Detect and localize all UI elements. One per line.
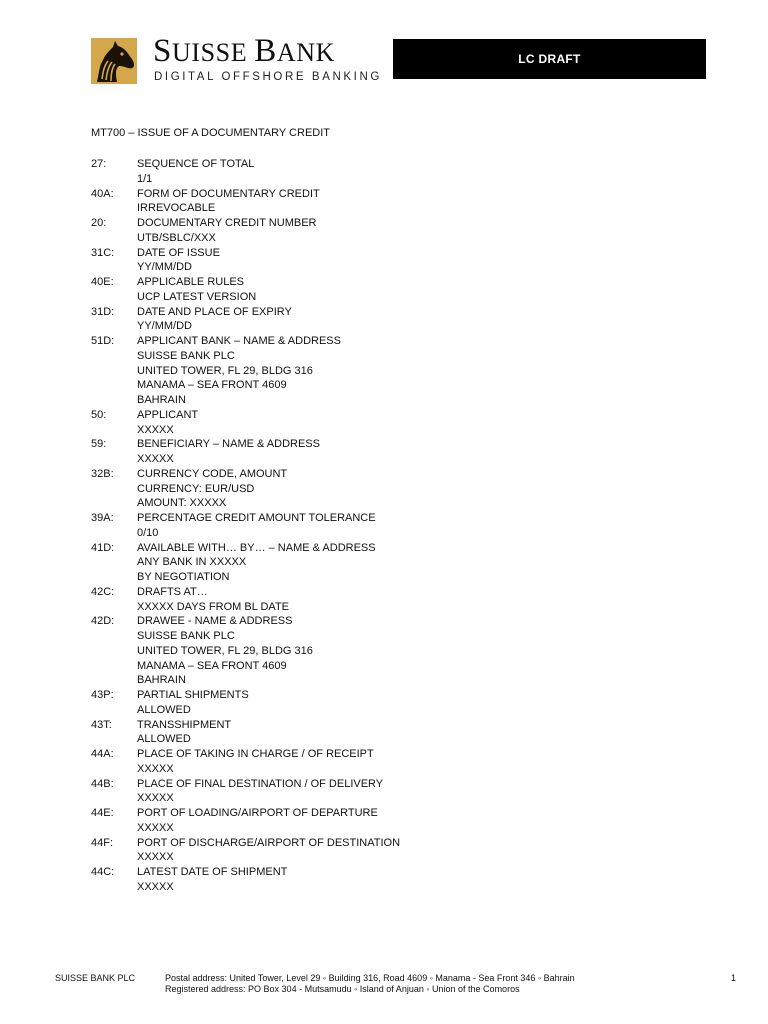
field-row bbox=[91, 511, 491, 541]
field-label: APPLICANT BANK – NAME & ADDRESS bbox=[137, 335, 341, 347]
brand-word-uisse: UISSE bbox=[171, 38, 255, 67]
field-value: BAHRAIN bbox=[137, 674, 186, 687]
field-tag: 42C: bbox=[91, 585, 115, 598]
field-tag: 32B: bbox=[91, 467, 114, 480]
field-value: AMOUNT: XXXXX bbox=[137, 497, 227, 510]
field-row bbox=[91, 777, 491, 807]
field-value: IRREVOCABLE bbox=[137, 202, 216, 215]
field-value: 0/10 bbox=[137, 526, 159, 539]
field-lines bbox=[137, 541, 491, 585]
field-list bbox=[91, 157, 491, 895]
field-tag: 51D: bbox=[91, 335, 115, 347]
field-row bbox=[91, 585, 491, 615]
field-row bbox=[91, 437, 491, 467]
field-row bbox=[91, 246, 491, 276]
field-value: XXXXX bbox=[137, 821, 174, 834]
field-label: DRAFTS AT… bbox=[137, 585, 208, 598]
field-value: 1/1 bbox=[137, 172, 153, 185]
field-label: FORM OF DOCUMENTARY CREDIT bbox=[137, 187, 320, 200]
field-value: XXXXX bbox=[137, 851, 174, 864]
field-lines bbox=[137, 437, 491, 467]
field-row bbox=[91, 408, 491, 438]
field-tag: 44F: bbox=[91, 836, 114, 849]
field-tag: 44E: bbox=[91, 807, 114, 819]
field-tag: 42D: bbox=[91, 615, 115, 628]
field-value: XXXXX bbox=[137, 762, 174, 775]
field-row bbox=[91, 718, 491, 748]
field-value: SUISSE BANK PLC bbox=[137, 349, 235, 362]
field-lines bbox=[137, 246, 491, 276]
field-label: TRANSSHIPMENT bbox=[137, 718, 232, 731]
field-row bbox=[91, 157, 491, 187]
footer-company: SUISSE BANK PLC bbox=[55, 973, 136, 983]
field-row bbox=[91, 747, 491, 777]
field-label: DRAWEE - NAME & ADDRESS bbox=[137, 615, 293, 628]
field-row bbox=[91, 187, 491, 217]
field-tag: 41D: bbox=[91, 541, 115, 554]
footer-registered-address: Registered address: PO Box 304 - Mutsamudu ◦ Island of Anjuan ◦ Union of the Comoros bbox=[165, 984, 520, 994]
field-value: MANAMA – SEA FRONT 4609 bbox=[137, 379, 287, 392]
field-lines bbox=[137, 275, 491, 305]
field-lines bbox=[137, 836, 491, 866]
field-label: APPLICANT bbox=[137, 408, 199, 421]
field-value: ALLOWED bbox=[137, 703, 191, 716]
field-lines bbox=[137, 777, 491, 807]
field-lines bbox=[137, 806, 491, 836]
field-label: PORT OF LOADING/AIRPORT OF DEPARTURE bbox=[137, 807, 378, 819]
field-lines bbox=[137, 747, 491, 777]
document-title: LC DRAFT bbox=[518, 52, 581, 66]
field-tag: 44B: bbox=[91, 777, 114, 790]
field-lines bbox=[137, 511, 491, 541]
field-label: PLACE OF FINAL DESTINATION / OF DELIVERY bbox=[137, 777, 384, 790]
field-value: YY/MM/DD bbox=[137, 261, 192, 274]
field-lines bbox=[137, 688, 491, 718]
field-label: PARTIAL SHIPMENTS bbox=[137, 689, 249, 701]
brand-name bbox=[153, 33, 335, 70]
field-label: AVAILABLE WITH… BY… – NAME & ADDRESS bbox=[137, 541, 376, 554]
field-value: YY/MM/DD bbox=[137, 320, 192, 333]
field-row bbox=[91, 614, 491, 688]
field-lines bbox=[137, 467, 491, 511]
field-row bbox=[91, 806, 491, 836]
field-tag: 20: bbox=[91, 217, 107, 229]
field-row bbox=[91, 305, 491, 335]
field-label: PORT OF DISCHARGE/AIRPORT OF DESTINATION bbox=[137, 836, 401, 849]
field-row bbox=[91, 836, 491, 866]
footer-addresses bbox=[165, 973, 575, 995]
field-lines bbox=[137, 408, 491, 438]
field-lines bbox=[137, 334, 491, 408]
field-value: CURRENCY: EUR/USD bbox=[137, 482, 255, 495]
field-lines bbox=[137, 157, 491, 187]
field-row bbox=[91, 688, 491, 718]
brand-tagline: DIGITAL OFFSHORE BANKING bbox=[154, 71, 382, 83]
field-label: DATE AND PLACE OF EXPIRY bbox=[137, 305, 292, 318]
field-row bbox=[91, 216, 491, 246]
field-value: ANY BANK IN XXXXX bbox=[137, 556, 247, 569]
field-label: PERCENTAGE CREDIT AMOUNT TOLERANCE bbox=[137, 512, 376, 524]
field-row bbox=[91, 334, 491, 408]
field-label: APPLICABLE RULES bbox=[137, 276, 244, 288]
field-row bbox=[91, 467, 491, 511]
field-value: UNITED TOWER, FL 29, BLDG 316 bbox=[137, 364, 313, 377]
field-lines bbox=[137, 585, 491, 615]
field-value: BY NEGOTIATION bbox=[137, 571, 230, 583]
field-row bbox=[91, 541, 491, 585]
brand-initial-b: B bbox=[254, 33, 277, 69]
field-value: MANAMA – SEA FRONT 4609 bbox=[137, 659, 287, 672]
field-lines bbox=[137, 187, 491, 217]
field-value: ALLOWED bbox=[137, 733, 191, 746]
field-tag: 40E: bbox=[91, 276, 114, 288]
field-tag: 40A: bbox=[91, 187, 114, 200]
field-row bbox=[91, 275, 491, 305]
field-tag: 50: bbox=[91, 408, 107, 421]
page-number: 1 bbox=[730, 973, 736, 983]
field-lines bbox=[137, 718, 491, 748]
field-lines bbox=[137, 865, 491, 895]
field-value: UCP LATEST VERSION bbox=[137, 290, 257, 303]
field-tag: 27: bbox=[91, 158, 107, 170]
field-lines bbox=[137, 305, 491, 335]
field-tag: 44C: bbox=[91, 866, 115, 878]
field-value: SUISSE BANK PLC bbox=[137, 630, 235, 642]
document-heading: MT700 – ISSUE OF A DOCUMENTARY CREDIT bbox=[91, 127, 330, 139]
field-value: XXXXX bbox=[137, 453, 174, 465]
field-value: XXXXX bbox=[137, 792, 174, 805]
field-label: DATE OF ISSUE bbox=[137, 246, 220, 259]
field-value: XXXXX DAYS FROM BL DATE bbox=[137, 600, 289, 613]
field-label: CURRENCY CODE, AMOUNT bbox=[137, 467, 288, 480]
field-label: PLACE OF TAKING IN CHARGE / OF RECEIPT bbox=[137, 748, 374, 760]
field-row bbox=[91, 865, 491, 895]
field-tag: 43T: bbox=[91, 718, 112, 731]
field-tag: 59: bbox=[91, 438, 107, 451]
field-value: XXXXX bbox=[137, 423, 174, 436]
field-label: LATEST DATE OF SHIPMENT bbox=[137, 866, 288, 878]
bank-logo-horse-icon bbox=[91, 38, 137, 84]
field-tag: 44A: bbox=[91, 748, 114, 760]
field-value: BAHRAIN bbox=[137, 394, 186, 406]
field-label: BENEFICIARY – NAME & ADDRESS bbox=[137, 438, 320, 451]
field-value: UNITED TOWER, FL 29, BLDG 316 bbox=[137, 644, 313, 657]
field-label: DOCUMENTARY CREDIT NUMBER bbox=[137, 217, 317, 229]
field-lines bbox=[137, 614, 491, 688]
field-lines bbox=[137, 216, 491, 246]
brand-initial-s: S bbox=[153, 33, 172, 69]
footer-postal-address: Postal address: United Tower, Level 29 ◦ Building 316, Road 4609 ◦ Manama - Sea Front 346 ◦ Bahrain bbox=[165, 973, 575, 983]
brand-word-ank: ANK bbox=[276, 38, 336, 67]
field-tag: 43P: bbox=[91, 689, 114, 701]
field-label: SEQUENCE OF TOTAL bbox=[137, 158, 255, 170]
field-tag: 39A: bbox=[91, 512, 114, 524]
document-title-bar bbox=[393, 39, 706, 79]
field-tag: 31D: bbox=[91, 305, 115, 318]
field-value: UTB/SBLC/XXX bbox=[137, 231, 216, 244]
field-value: XXXXX bbox=[137, 880, 174, 893]
field-tag: 31C: bbox=[91, 246, 115, 259]
